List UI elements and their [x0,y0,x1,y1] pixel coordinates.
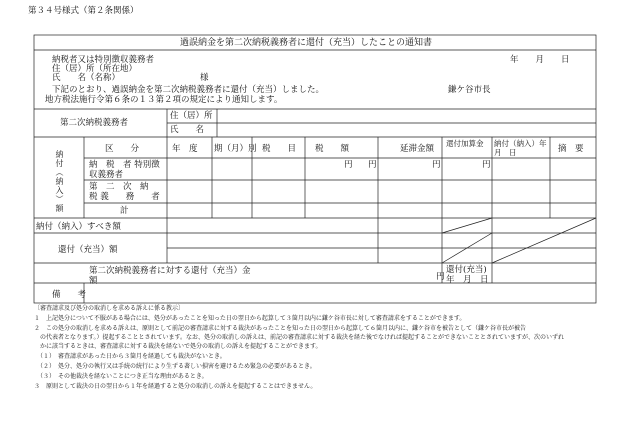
form-title: 過誤納金を第二次納税義務者に還付（充当）したことの通知書 [180,38,433,48]
col-nendo: 年 度 [172,144,198,154]
col-kanpu-kasankin: 還付加算金 [446,139,484,148]
secondary-address-label: 住（居）所 [170,111,213,121]
address-label: 住（居）所（所在地） [52,64,138,74]
col-kibetsu: 期（月）別 [214,144,257,154]
yen-entaikin: 円 [432,160,441,170]
appeal-item: （２） 処分、処分の執行又は手続の続行により生ずる著しい損害を避けるため緊急の必要があるとき。 [34,363,316,370]
notice-date: 年 月 日 [510,55,570,65]
col-nofu-date: 納付（納入）年 月 日 [494,139,554,157]
form-number: 第３４号様式（第２条関係） [28,6,139,16]
row-total: 計 [120,206,129,216]
col-entaikin: 延滞金額 [400,144,435,154]
mayor: 鎌ケ谷市長 [448,85,491,95]
appeal-item: の代表者となります。）提起することとされています。なお、処分の取消しの訴えは、前記の審査請求に対する裁決を経た後でなければ提起することができないこととされていますが、次のいずれ [34,334,565,341]
appeal-heading: 〔審査請求及び処分の取消しを求める訴えに係る教示〕 [34,305,185,312]
secondary-refund-label: 第二次納税義務者に対する還付（充当）金 額 [89,266,294,286]
row-taxpayer: 納 税 者 特別徴収義務者 [89,160,160,180]
remarks-label: 備 考 [52,290,87,300]
secondary-refund-yen: 円 [436,272,445,282]
legal-basis: 地方税法施行令第６条の１３第２項の規定により通知します。 [45,95,283,105]
notice-text: 下記のとおり、過誤納金を第二次納税義務者に還付（充当）しました。 [52,85,325,95]
col-zeimoku: 税 目 [262,144,297,154]
paid-amount-label: 納付（納入）額 [55,150,64,213]
name-label: 氏 名（名称） [52,73,121,83]
appeal-item: （３） その他裁決を経ないことにつき正当な理由があるとき。 [34,373,208,380]
due-label: 納付（納入）すべき額 [36,222,121,232]
row-secondary: 第 二 次 納 税 義 務 者 [89,182,160,202]
appeal-item: かに該当するときは、審査請求に対する裁決を経ないで処分の取消しの訴えを提起することができます。 [34,343,322,350]
secondary-name-label: 氏 名 [170,125,205,135]
yen-zeigaku-2: 円 [368,160,377,170]
appeal-item: １ 上記処分について不服がある場合には、処分があったことを知った日の翌日から起算して３箇月以内に鎌ケ谷市長に対して審査請求をすることができます。 [34,315,466,322]
yen-zeigaku: 円 [344,160,353,170]
appeal-item: ３ 原則として裁決の日の翌日から１年を経過すると処分の取消しの訴えを提起することはできません。 [34,383,317,390]
yen-kasankin: 円 [482,160,491,170]
appeal-item: （１） 審査請求があった日から３箇月を経過しても裁決がないとき。 [34,353,226,360]
col-tekiyo: 摘 要 [558,144,584,154]
secondary-label: 第二次納税義務者 [60,118,129,128]
col-kubun: 区 分 [105,144,140,154]
refund-label: 還付（充当）額 [58,245,118,255]
appeal-item: ２ この処分の取消しを求める訴えは、原則として前記の審査請求に対する裁決があったことを知った日の翌日から起算して６箇月以内に、鎌ケ谷市を被告として（鎌ケ谷市長が被告 [34,325,526,332]
col-zeigaku: 税 額 [315,144,350,154]
refund-date-label: 還付(充当) 年 月 日 [446,265,489,285]
sama-label: 様 [200,73,209,83]
taxpayer-label: 納税者又は特別徴収義務者 [52,55,155,65]
